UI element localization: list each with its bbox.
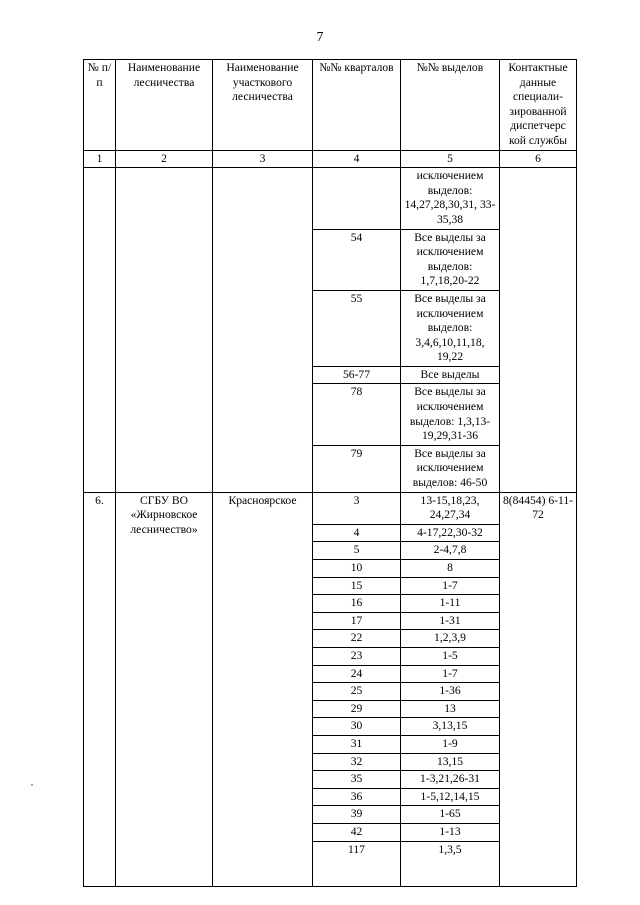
vydels-cell: 2-4,7,8 [401,542,500,560]
entry-row [84,492,577,524]
quarter-cell: 25 [313,683,401,701]
quarter-cell: 54 [313,229,401,290]
quarter-cell: 15 [313,577,401,595]
vydels-cell: Все выделы за исключением выделов: 1,3,13- 19,29,31-36 [401,384,500,445]
vydels-cell: 1,2,3,9 [401,630,500,648]
quarter-cell: 3 [313,492,401,524]
vydels-cell: 13-15,18,23, 24,27,34 [401,492,500,524]
vydels-cell: Все выделы за исключением выделов: 1,7,18,20-22 [401,229,500,290]
quarter-cell: 4 [313,524,401,542]
column-number: 4 [313,150,401,168]
quarter-cell [313,168,401,229]
quarter-cell: 29 [313,700,401,718]
vydels-cell: 1-3,21,26-31 [401,771,500,789]
continued-district-cell [213,168,313,492]
vydels-cell: 8 [401,560,500,578]
column-number: 5 [401,150,500,168]
continued-row [84,168,577,229]
vydels-cell: 13 [401,700,500,718]
header-vydels: №№ выделов [401,60,500,151]
quarter-cell: 42 [313,823,401,841]
quarter-cell: 22 [313,630,401,648]
vydels-cell: 1-7 [401,665,500,683]
forestry-name: СГБУ ВО «Жирновское лесничество» [116,492,213,886]
column-number-row [84,150,577,168]
quarter-cell: 79 [313,445,401,492]
quarter-cell: 24 [313,665,401,683]
continued-forestry-cell [116,168,213,492]
quarter-cell: 117 [313,841,401,886]
header-district: Наименование участкового лесничества [213,60,313,151]
column-number: 3 [213,150,313,168]
quarter-cell: 10 [313,560,401,578]
vydels-cell: 1-36 [401,683,500,701]
quarter-cell: 30 [313,718,401,736]
vydels-cell: исключением выделов: 14,27,28,30,31, 33-35,38 [401,168,500,229]
contact-phone: 8(84454) 6-11-72 [500,492,577,886]
vydels-cell: 1,3,5 [401,841,500,886]
quarter-cell: 36 [313,788,401,806]
vydels-cell: Все выделы [401,366,500,384]
vydels-cell: 1-11 [401,595,500,613]
entry-number: 6. [84,492,116,886]
header-row [84,60,577,151]
quarter-cell: 55 [313,290,401,366]
vydels-cell: 1-31 [401,612,500,630]
quarter-cell: 16 [313,595,401,613]
district-name: Красноярское [213,492,313,886]
vydels-cell: Все выделы за исключением выделов: 46-50 [401,445,500,492]
page-number: 7 [316,30,324,45]
vydels-cell: Все выделы за исключением выделов: 3,4,6,10,11,18, 19,22 [401,290,500,366]
vydels-cell: 1-65 [401,806,500,824]
quarter-cell: 56-77 [313,366,401,384]
vydels-cell: 1-5 [401,647,500,665]
vydels-cell: 1-9 [401,735,500,753]
column-number: 2 [116,150,213,168]
quarter-cell: 31 [313,735,401,753]
vydels-cell: 1-13 [401,823,500,841]
header-quarters: №№ кварталов [313,60,401,151]
vydels-cell: 3,13,15 [401,718,500,736]
column-number: 1 [84,150,116,168]
scan-dot-mark [30,783,34,787]
vydels-cell: 1-5,12,14,15 [401,788,500,806]
quarter-cell: 78 [313,384,401,445]
vydels-cell: 13,15 [401,753,500,771]
vydels-cell: 4-17,22,30-32 [401,524,500,542]
header-contact: Контактные данные специали-зированной диспетчерс кой службы [500,60,577,151]
column-number: 6 [500,150,577,168]
header-num: № п/п [84,60,116,151]
quarter-cell: 5 [313,542,401,560]
quarter-cell: 17 [313,612,401,630]
quarter-cell: 39 [313,806,401,824]
forestry-table [83,59,577,887]
header-forestry: Наименование лесничества [116,60,213,151]
quarter-cell: 23 [313,647,401,665]
continued-num-cell [84,168,116,492]
quarter-cell: 35 [313,771,401,789]
continued-contact-cell [500,168,577,492]
vydels-cell: 1-7 [401,577,500,595]
quarter-cell: 32 [313,753,401,771]
